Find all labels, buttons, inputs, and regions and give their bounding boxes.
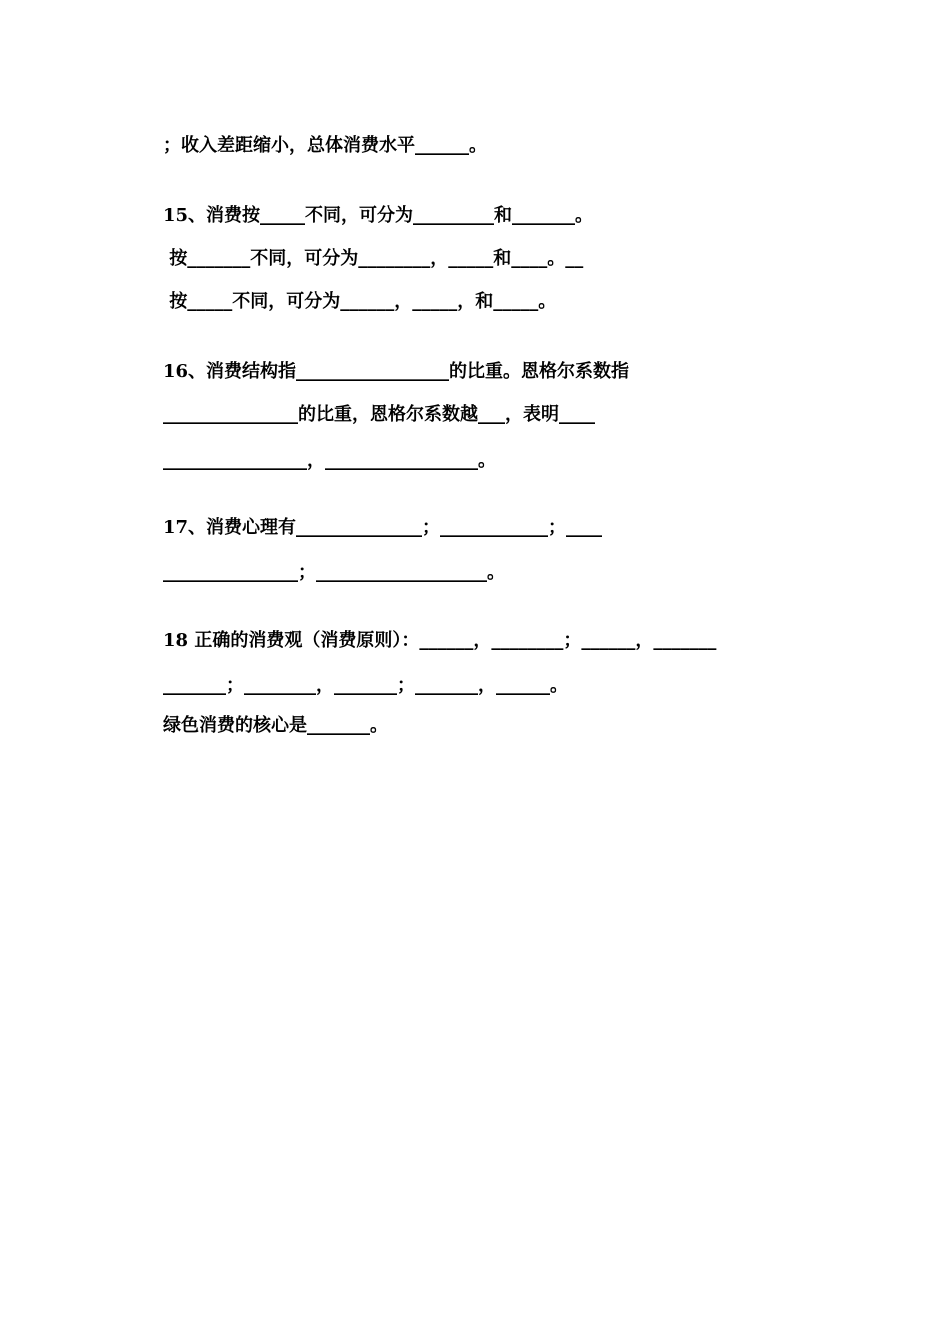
- green-consumption-line: 绿色消费的核心是_______。: [163, 715, 388, 736]
- question-15-line-1: 15、消费按_____不同，可分为_________和_______。: [163, 205, 594, 226]
- question-18-line-2: _______；________，_______；_______，______。: [163, 675, 568, 696]
- question-18-line-1: 18 正确的消费观（消费原则）：______，________；______，_______: [163, 630, 717, 651]
- question-17-line-1: 17、消费心理有______________；____________；____: [163, 517, 603, 538]
- text-line-1: ；收入差距缩小，总体消费水平______。: [163, 135, 487, 156]
- question-16-line-3: ________________，_________________。: [163, 450, 496, 471]
- question-16-line-1: 16、消费结构指_________________的比重。恩格尔系数指: [163, 361, 630, 382]
- question-16-line-2: _______________的比重，恩格尔系数越___，表明____: [163, 404, 595, 425]
- question-17-line-2: _______________；___________________。: [163, 562, 505, 583]
- question-15-line-3: 按_____不同，可分为______，_____，和_____。: [163, 291, 557, 312]
- question-15-line-2: 按_______不同，可分为________，_____和____。__: [163, 248, 584, 269]
